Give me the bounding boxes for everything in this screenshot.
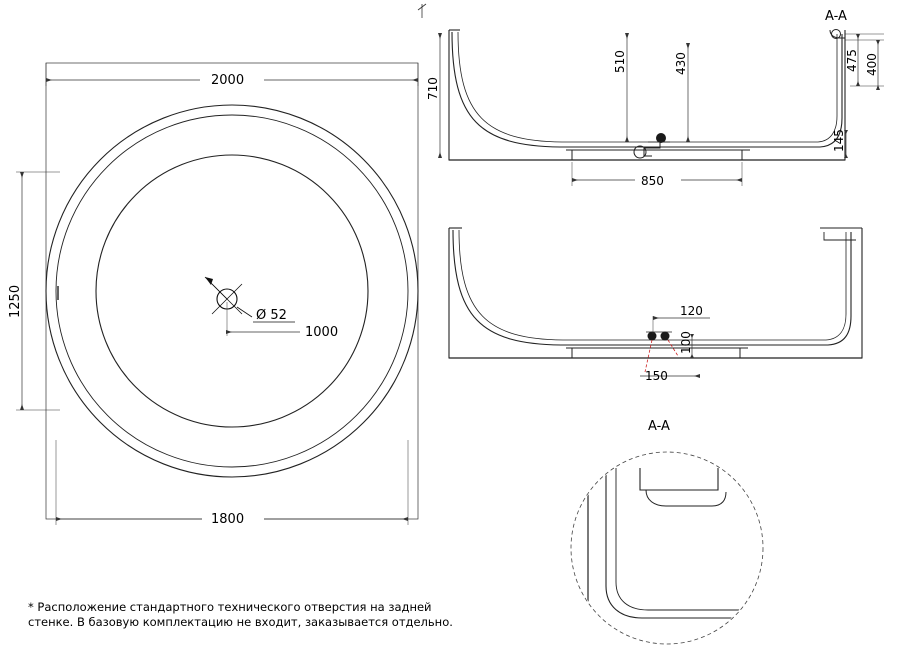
- label-section-aa-top: A-A: [825, 9, 847, 24]
- dim-145: 145: [832, 129, 846, 152]
- dim-430: 430: [674, 52, 688, 75]
- dim-120: 120: [680, 304, 703, 318]
- footnote: * Расположение стандартного технического отверстия на задней стенке. В базовую комплектацию не входит, заказывается отдельно.: [28, 600, 453, 629]
- dim-150: 150: [645, 369, 668, 383]
- dim-2000: 2000: [211, 73, 245, 88]
- label-detail-aa: A-A: [648, 419, 670, 434]
- plan-view: [8, 63, 418, 528]
- detail-view-aa: [571, 419, 763, 646]
- dim-1250: 1250: [8, 284, 23, 318]
- dim-475: 475: [845, 49, 859, 72]
- dim-710: 710: [426, 77, 440, 100]
- dim-100: 100: [679, 331, 693, 354]
- dim-1800: 1800: [211, 512, 245, 527]
- section-view-middle: [449, 228, 862, 383]
- dim-drain-diameter: Ø 52: [256, 308, 287, 323]
- dim-850: 850: [641, 174, 664, 188]
- dim-510: 510: [613, 50, 627, 73]
- section-view-top: [418, 4, 884, 188]
- dim-1000: 1000: [305, 325, 339, 340]
- dim-400: 400: [865, 53, 879, 76]
